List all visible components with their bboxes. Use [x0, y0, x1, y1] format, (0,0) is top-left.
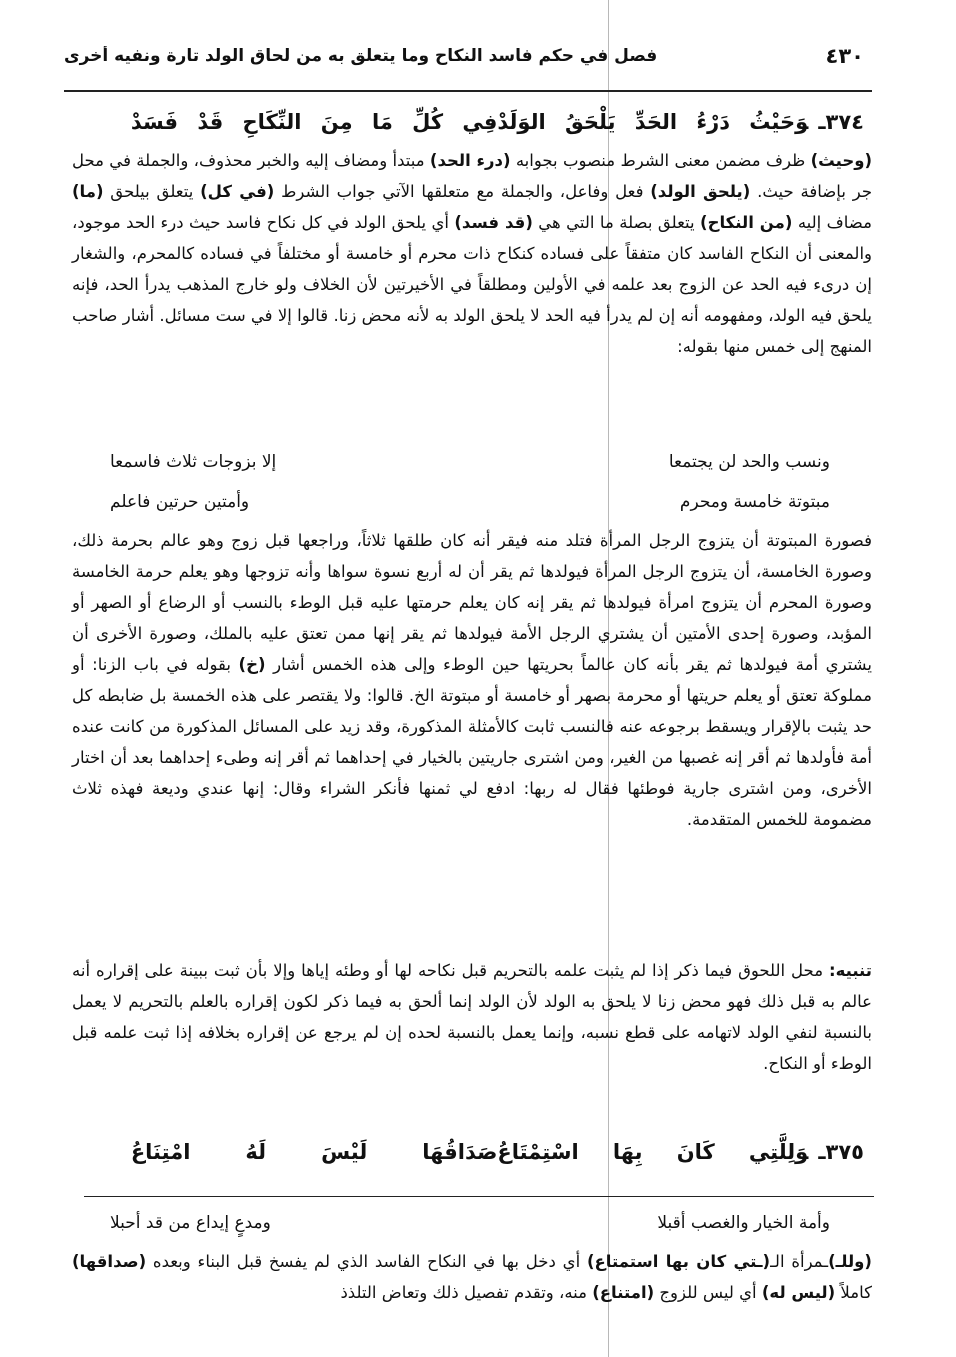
poem-line-2	[110, 492, 830, 522]
commentary-text: منه، وتقدم تفصيل ذلك وتعاض التلذذ	[340, 1283, 593, 1302]
poem-line-1	[110, 452, 830, 482]
quoted-term: (امتناع)	[592, 1283, 655, 1302]
footnote-divider	[84, 1196, 874, 1197]
commentary-text: مبتدأ ومضاف إليه والخبر محذوف، والجملة في محل جر بإضافة حيث.	[72, 151, 873, 201]
verse-375-right	[497, 1140, 864, 1164]
commentary-paragraph	[72, 145, 872, 362]
running-title: فصل في حكم فاسد النكاح وما يتعلق به من لحاق الولد تارة ونفيه أخرى	[64, 46, 658, 66]
commentary-text: كاملاً	[835, 1283, 872, 1302]
commentary-text: أي دخل بها في النكاح الفاسد الذي لم يفسخ قبل البناء وبعده	[146, 1252, 587, 1271]
note-label: تنبيه:	[828, 961, 872, 980]
quoted-term: (يلحق الولد)	[650, 182, 751, 201]
quoted-term: (درء الحد)	[429, 151, 511, 170]
commentary-text: بقوله في باب الزنا: أو مملوكة تعتق أو يعلم حريتها أو محرمة بصهر أو خامسة أو مبتوتة الخ. قالوا: ولا يقتصر على هذه الخمسة بل ضابطه كل حد يثبت بالإقرار ويسقط برجوعه عنه فالنسب ثابت كالأمثلة المذكورة، وقد زيد على المسائل المذكورة من كانت عنده أمة فأولدها ثم أقر إنه غصبها من الغير، ومن اشترى جاريتين بالخيار في إحداهما ثم أقر إنه وطىء إحداهما بعد أن اختار الأخرى، ومن اشترى جارية فوطئها فقال له ربها: ادفع لي ثمنها فأنكر الشراء وقال: إنها عندي وديعة فهذه ثلاث مضمومة للخمس المتقدمة.	[72, 655, 872, 829]
footnote-poem-left: ومدعٍ إيداع من قد أحبلا	[110, 1213, 271, 1233]
quoted-term: (صداقها)	[72, 1252, 147, 1271]
note-paragraph	[72, 955, 872, 1079]
verse-374-right	[497, 110, 864, 134]
quoted-term: (وللـ)	[828, 1252, 872, 1271]
quoted-term: (خ)	[238, 655, 266, 674]
verse-375-right-text: وَلِلَّتِي كَانَ بِهَا اسْتِمْتَاعُ	[497, 1140, 809, 1164]
verse-375	[84, 1140, 864, 1164]
note-text: محل اللحوق فيما ذكر إذا لم يثبت علمه بالتحريم قبل نكاحه لها أو وطئه إياها وإلا بأن ثبت ببينة على إقراره أنه عالم به قبل ذلك فهو محض زنا لا يلحق به الولد لأن الولد إنما ألحق به فيما ذكر لكون إقراره بالعلم بالتحريم لا يعمل بالنسبة لنفي الولد لاتهامه على قطع نسبه، وإنما يعمل بالنسبة لحده إن لم يرجع عن إقراره بخلافه إذا ثبت علمه قبل الوطء أو النكاح.	[72, 961, 872, 1073]
quoted-term: (ليس له)	[761, 1283, 836, 1302]
poem-line-2-right: مبتوتة خامسة ومحرم	[679, 492, 830, 512]
verse-374-left: فِي كُلِّ مَا مِنَ النِّكَاحِ قَدْ فَسَدْ	[130, 110, 498, 134]
commentary-text: أي ليس للزوج	[654, 1283, 762, 1302]
poem-line-1-left: إلا بزوجات ثلاث فاسمعا	[110, 452, 277, 472]
footnote-poem-line	[110, 1213, 830, 1243]
commentary-text: فصورة المبتوتة أن يتزوج الرجل المرأة فتلد منه فيقر أنه كان طلقها ثلاثاً، وراجعها قبل زوج وهو عالم بحرمة ذلك، وصورة الخامسة، أن يتزوج الرجل المرأة فيولدها ثم يقر أن له أربع نسوة سواها وأنه تزوجها وهو يعلم حرمة الخامسة وصورة المحرم أن يتزوج امرأة فيولدها ثم يقر إنه كان يعلم حرمتها عليه قبل الوطء بالنسب أو الرضاع أو الصهر أو المؤبد، وصورة إحدى الأمتين أن يشتري الرجل الأمة فيولدها ثم يقر إنها ممن تعتق عليه بالملك، وصورة الأخرى أن يشتري أمة فيولدها ثم يقر بأنه كان عالماً بحريتها حين الوطء وإلى هذه الخمس أشار	[72, 531, 872, 674]
footnote-poem-right: وأمة الخيار والغصب أقبلا	[657, 1213, 830, 1233]
quoted-term: (قد فسد)	[454, 213, 533, 232]
commentary-paragraph-2	[72, 525, 872, 835]
verse-number: ٣٧٤ـ	[818, 110, 864, 134]
commentary-paragraph-375	[72, 1246, 872, 1308]
commentary-text: ـمرأة الـ	[770, 1252, 829, 1271]
page-number: ٤٣٠	[825, 44, 864, 68]
commentary-text: أي يلحق الولد في كل نكاح فاسد حيث درء الحد موجود، والمعنى أن النكاح الفاسد كان متفقاً على فساده كنكاح ذات محرم أو خامسة أو مختلفاً في فساده كالمحرم، والشغار إن درىء فيه الحد عن الزوج بعد علمه في الأولين ومطلقاً في الأخيرتين لأن الخلاف ولو خارج المذهب يدرأ الحد، فإنه يلحق فيه الولد، ومفهومه أنه إن لم يدرأ فيه الحد لا يلحق الولد به لأنه محض زنا. قالوا إلا في ست مسائل. أشار صاحب المنهج إلى خمس منها بقوله:	[72, 213, 872, 356]
verse-375-left: صَدَاقُهَا لَيْسَ لَهُ امْتِنَاعُ	[130, 1140, 498, 1164]
commentary-text: يتعلق بيلحق	[103, 182, 201, 201]
verse-374-right-text: وَحَيْثُ دَرْءُ الحَدِّ يَلْحَقُ الوَلَدْ	[497, 110, 809, 134]
verse-374	[84, 110, 864, 134]
quoted-term: (ما)	[72, 182, 104, 201]
poem-line-1-right: ونسب والحد لن يجتمعا	[668, 452, 830, 472]
poem-line-2-left: وأمتين حرتين فاعلم	[110, 492, 250, 512]
quoted-term: (وحيث)	[810, 151, 873, 170]
quoted-term: (في كل)	[200, 182, 275, 201]
verse-number: ٣٧٥ـ	[818, 1140, 864, 1164]
commentary-text: فعل وفاعل، والجملة مع متعلقها الآتي جواب الشرط	[274, 182, 651, 201]
commentary-text: يتعلق بصلة ما التي هي	[532, 213, 701, 232]
page-header	[64, 38, 872, 92]
commentary-text: ظرف مضمن معنى الشرط منصوب بجوابه	[510, 151, 811, 170]
commentary-text: مضاف إليه	[792, 213, 872, 232]
quoted-term: (ـتي كان بها استمتاع)	[586, 1252, 771, 1271]
quoted-term: (من النكاح)	[700, 213, 793, 232]
